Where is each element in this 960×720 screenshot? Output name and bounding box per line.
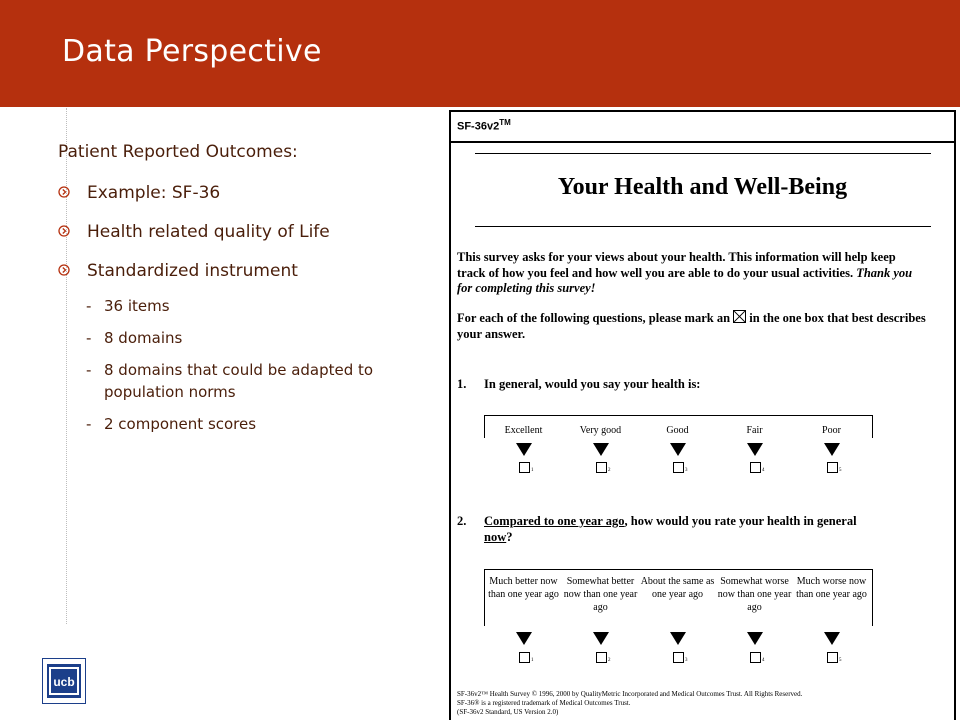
down-arrow-icon <box>593 632 609 645</box>
down-arrow-icon <box>516 632 532 645</box>
answer-checkbox[interactable] <box>750 462 761 473</box>
slide-content <box>58 141 448 445</box>
question-1-options <box>484 415 873 438</box>
sub-bullet <box>58 295 448 317</box>
chevron-circle-icon <box>58 186 70 198</box>
answer-checkbox[interactable] <box>519 652 530 663</box>
ucb-logo-mark <box>43 659 85 703</box>
option-label: Excellent <box>504 425 543 436</box>
dash: - <box>86 297 92 315</box>
down-arrow-icon <box>516 443 532 456</box>
sub-bullet <box>58 413 448 435</box>
question-2-options <box>484 569 873 626</box>
ucb-logo-icon <box>42 658 86 704</box>
sub-bullet-text: 8 domains <box>104 329 183 347</box>
form-footer: SF-36v2™ Health Survey © 1996, 2000 by QualityMetric Incorporated and Medical Outcomes Trust. All Rights Reserved. SF-36® is a registered trademark of Medical Outcomes Trust. (SF-36v2 Standard, US Version 2.0) <box>457 690 803 716</box>
answer-checkbox[interactable] <box>596 462 607 473</box>
checked-box-icon <box>733 310 746 323</box>
option-label: Poor <box>822 425 841 436</box>
form-rule <box>451 141 954 143</box>
bullet-text: Health related quality of Life <box>87 222 330 242</box>
sf36-form-image: SF-36v2™ Your Health and Well-Being This survey asks for your views about your health. This information will help keep track of how you feel and how well you are able to do your usual activities. Thank you for completing this survey! For each of the following questions, please mark an in the one box that best describes your answer. 1. In general, would you say your health is: Excellent Very good Good Fair Poor 1 2 3 4 5 2. Compared to one year ago, how would you rate your health in general now? Much better now than one year ago Somewhat better now than one year ago About the same as one year ago Somewhat worse now than one year ago Much worse now than one year ago 1 2 3 4 5 SF-36v2™ Health Survey © 1996, 2000 by QualityMetric Incorporated and Medical Outcomes Trust. All Rights Reserved. SF-36® is a registered trademark of Medical Outcomes Trust. (SF-36v2 Standard, US Version 2.0) <box>449 110 956 720</box>
down-arrow-icon <box>747 632 763 645</box>
chevron-circle-icon <box>58 225 70 237</box>
down-arrow-icon <box>824 632 840 645</box>
dash: - <box>86 361 92 379</box>
sub-bullet-list <box>58 295 448 435</box>
answer-checkbox[interactable] <box>673 652 684 663</box>
answer-checkbox[interactable] <box>750 652 761 663</box>
down-arrow-icon <box>670 632 686 645</box>
form-instructions: For each of the following questions, please mark an in the one box that best describes your answer. <box>457 311 926 341</box>
sub-bullet-text: 36 items <box>104 297 170 315</box>
dash: - <box>86 329 92 347</box>
option-label: About the same as one year ago <box>640 576 715 600</box>
down-arrow-icon <box>670 443 686 456</box>
bullet-item <box>58 182 448 204</box>
down-arrow-icon <box>593 443 609 456</box>
form-intro: This survey asks for your views about your health. This information will help keep track of how you feel and how well you are able to do your usual activities. Thank you for completing this survey! <box>457 250 913 295</box>
option-label: Much worse now than one year ago <box>796 576 867 600</box>
option-label: Fair <box>746 425 763 436</box>
form-heading: Your Health and Well-Being <box>557 174 848 200</box>
bullet-item <box>58 221 448 243</box>
header-bar <box>0 0 960 107</box>
down-arrow-icon <box>824 443 840 456</box>
down-arrow-icon <box>747 443 763 456</box>
sub-bullet <box>58 359 448 403</box>
page-title: Data Perspective <box>62 34 322 69</box>
option-label: Somewhat worse now than one year ago <box>717 576 792 613</box>
option-label: Much better now than one year ago <box>488 576 559 600</box>
answer-checkbox[interactable] <box>827 652 838 663</box>
dash: - <box>86 415 92 433</box>
answer-checkbox[interactable] <box>519 462 530 473</box>
option-label: Very good <box>579 425 622 436</box>
bullet-item <box>58 260 448 282</box>
sub-bullet-text: 2 component scores <box>104 415 257 433</box>
sub-bullet <box>58 327 448 349</box>
lead-text: Patient Reported Outcomes: <box>58 142 298 162</box>
logo-text: ucb <box>53 675 75 689</box>
bullet-text: Standardized instrument <box>87 261 298 281</box>
option-label: Good <box>666 425 689 436</box>
bullet-text: Example: SF-36 <box>87 183 221 203</box>
option-label: Somewhat better now than one year ago <box>563 576 638 613</box>
form-title: SF-36v2™ <box>457 118 511 133</box>
sub-bullet-text: 8 domains that could be adapted to population norms <box>104 361 374 401</box>
form-rule <box>475 226 931 227</box>
form-rule <box>475 153 931 154</box>
answer-checkbox[interactable] <box>596 652 607 663</box>
answer-checkbox[interactable] <box>673 462 684 473</box>
answer-checkbox[interactable] <box>827 462 838 473</box>
chevron-circle-icon <box>58 264 70 276</box>
